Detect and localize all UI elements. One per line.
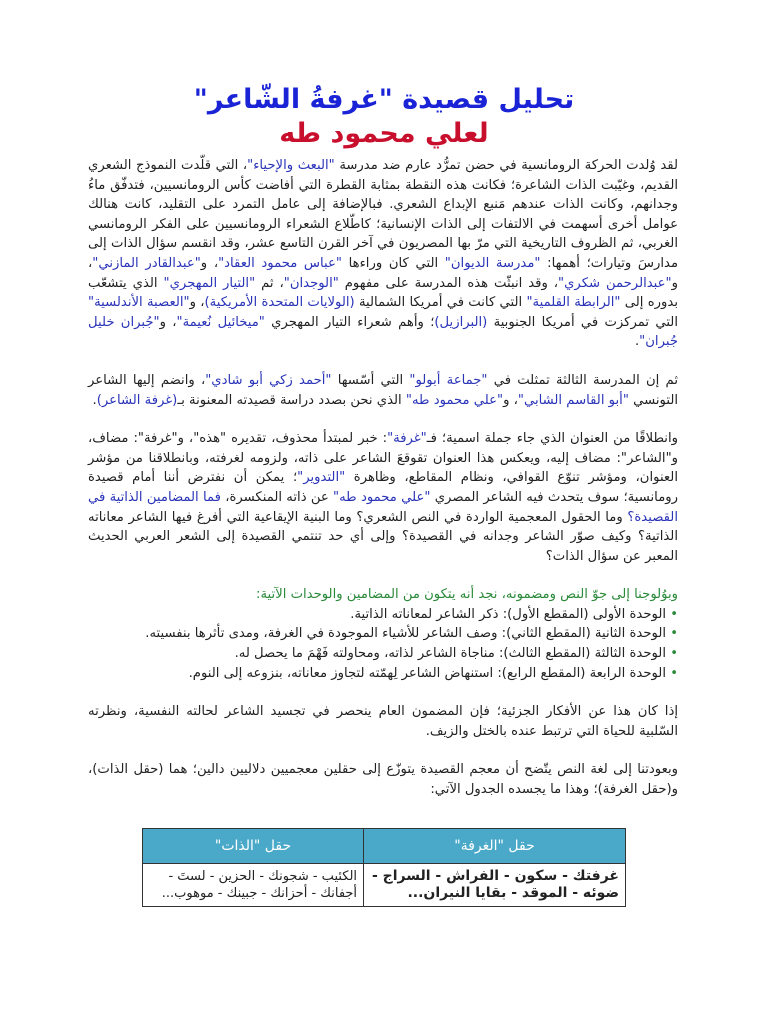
highlighted-term: "أبو القاسم الشابي" (517, 392, 629, 408)
highlighted-term: (البرازيل) (434, 314, 488, 330)
text-run: ، التي قلّدت النموذج الشعري القديم، وغيّبت الذات الشاعرة؛ فكانت هذه النقطة بمثابة القطرة التي أفاضت كأس الرومانسيين، فتدفّق ماءُ وجدانهم، وكانت الذات عندهم مَنبع الإبداع الشعري. فبالإضافة إلى عامل التمرد على التقليد، كانت هنالك عوامل أخرى أسهمت في الالتفات إلى الذات الإنسانية؛ كاطّلاع الشعراء الرومانسيين على الفكر الرومانسي الغربي، ثم الظروف التاريخية التي مرّ بها المصريون في آخر القرن التاسع عشر، وقد انقسم سؤال الذات إلى مدارسَ وتيارات؛ أهمها: (88, 158, 679, 271)
units-list (88, 605, 678, 683)
list-item: • الوحدة الثالثة (المقطع الثالث): مناجاة الشاعر لذاته، ومحاولته فَهْمَ ما يحصل له. (88, 644, 678, 664)
paragraph-intro (88, 156, 678, 352)
table-row (143, 864, 626, 907)
text-run: ، و (88, 255, 678, 291)
paragraph-title-analysis (88, 429, 678, 566)
text-run: الذي نحن بصدد دراسة قصيدته المعنونة بـ (177, 392, 406, 408)
header-self-field: حقل "الذات" (143, 829, 364, 864)
highlighted-term: "التدوير" (297, 470, 346, 486)
text-run: : خبر لمبتدأ محذوف، تقديره "هذه"، و"غرفة": مضاف، و"الشاعر": مضاف إليه، ويعكس هذا العنوان تقوقعَ الشاعر على ذاته، ولزومه لغرفته، وبانطلاقنا من مؤشر العنوان، ومؤشر تنوّع القوافي، ونظام المقاطع، وظاهرة (88, 431, 678, 486)
text-run: ؛ وأهم شعراء التيار المهجري (264, 314, 435, 330)
text-run: التي تمركزت في أمريكا الجنوبية (487, 314, 678, 330)
list-item: • الوحدة الثانية (المقطع الثاني): وصف الشاعر للأشياء الموجودة في الغرفة، ومدى تأثرها بنفسيته. (88, 624, 678, 644)
header-room-field: حقل "الغرفة" (364, 829, 626, 864)
highlighted-term: فما المضامين الذاتية في القصيدة؟ (88, 489, 678, 525)
text-run: . (634, 334, 640, 350)
lexical-fields-table (142, 828, 626, 907)
page-title: تحليل قصيدة "غرفةُ الشّاعر" (193, 84, 575, 115)
text-run: ، و (503, 392, 518, 408)
units-intro: وبوُلوجنا إلى جوّ النص ومضمونه، نجد أنه يتكون من المضامين والوحدات الآتية: (256, 587, 678, 603)
highlighted-term: "عبدالرحمن شكري" (558, 275, 672, 291)
text-run: ثم إن المدرسة الثالثة تمثلت في (487, 372, 678, 388)
paragraph-lexicon: وبعودتنا إلى لغة النص يتّضح أن معجم القصيدة يتوزّع إلى حقلين معجميين دلاليين دالين؛ هما (حقل الذات)، و(حقل الغرفة)؛ وهذا ما يجسده الجدول الآتي: (88, 762, 678, 798)
highlighted-term: "أحمد زكي أبو شادي" (205, 372, 332, 388)
highlighted-term: "ميخائيل نُعيمة" (176, 314, 265, 330)
text-run: ، وانضم إليها الشاعر التونسي (88, 372, 678, 408)
highlighted-term: "علي محمود طه" (405, 392, 504, 408)
text-run: عن ذاته المنكسرة، (220, 489, 334, 505)
text-run: ؛ يمكن أن نفترض أننا أمام قصيدة رومانسية؛ سوف يتحدث فيه الشاعر المصري (88, 470, 678, 505)
highlighted-term: "عبدالقادر المازني" (92, 255, 201, 271)
text-run: وانطلاقًا من العنوان الذي جاء جملة اسمية؛ فـ (426, 431, 678, 447)
page-subtitle-author: لعلي محمود طه (279, 118, 489, 149)
text-run: ، وقد انبثّت هذه المدرسة على مفهوم (338, 275, 559, 291)
text-run: وما الحقول المعجمية الواردة في النص الشعري؟ وما البنية الإيقاعية التي أفرغ فيها الشاعر معاناته الذاتية؟ وكيف صوّر الشاعر وجدانه في القصيدة؟ وإلى أي حد تنتمي القصيدة إلى الشعر العربي الحديث المعبر عن سؤال الذات؟ (88, 509, 678, 564)
text-run: الذي يتشعّب بدوره إلى (88, 275, 679, 311)
text-run: ، و (159, 314, 177, 330)
highlighted-term: (الولايات المتحدة الأمريكية) (204, 295, 355, 311)
text-run: . (92, 392, 97, 408)
text-run: ، و (200, 255, 219, 271)
highlighted-term: "الوجدان" (283, 275, 339, 291)
paragraph-general-theme: إذا كان هذا عن الأفكار الجزئية؛ فإن المضمون العام ينحصر في تجسيد الشاعر لحالته النفسية، ونظرته السّلبية للحياة التي ترتبط عنده بالختل والزيف. (88, 704, 678, 739)
highlighted-term: "التيار المهجري" (163, 275, 256, 291)
cell-room-words: غرفتك - سكون - الفراش - السراج - ضوئه - الموقد - بقايا النيران... (364, 864, 626, 907)
highlighted-term: "الرابطة القلمية" (526, 295, 621, 311)
cell-self-words: الكئيب - شجونك - الحزين - لستَ - أجفانك - أحزانك - جبينك - موهوب... (143, 864, 364, 907)
list-item: • الوحدة الرابعة (المقطع الرابع): استنهاض الشاعر لِهمّته لتجاوز معاناته، بنزوعه إلى النوم. (88, 664, 678, 684)
highlighted-term: "جماعة أبولو" (409, 372, 488, 388)
text-run: ، ثم (255, 275, 284, 291)
text-run: التي كانت في أمريكا الشمالية (354, 295, 527, 311)
highlighted-term: "العصبة الأندلسية" (88, 295, 190, 311)
text-run: لقد وُلدت الحركة الرومانسية في حضن تمرُّد عارم ضد مدرسة (334, 158, 678, 173)
highlighted-term: "مدرسة الديوان" (444, 255, 541, 271)
highlighted-term: "جُبران خليل جُبران" (88, 314, 678, 350)
text-run: التي كان وراءها (341, 255, 445, 271)
highlighted-term: "عباس محمود العقاد" (218, 255, 342, 271)
list-item: • الوحدة الأولى (المقطع الأول): ذكر الشاعر لمعاناته الذاتية. (88, 605, 678, 625)
table-header-row (143, 829, 626, 864)
highlighted-term: (غرفة الشاعر) (96, 392, 178, 408)
highlighted-term: "علي محمود طه" (333, 489, 431, 505)
document-body (88, 156, 678, 819)
text-run: التي أسّسها (331, 372, 410, 388)
text-run: ، و (189, 295, 205, 311)
highlighted-term: "غرفة" (387, 431, 427, 447)
highlighted-term: "البعث والإحياء" (247, 158, 335, 173)
paragraph-apollo (88, 371, 678, 410)
